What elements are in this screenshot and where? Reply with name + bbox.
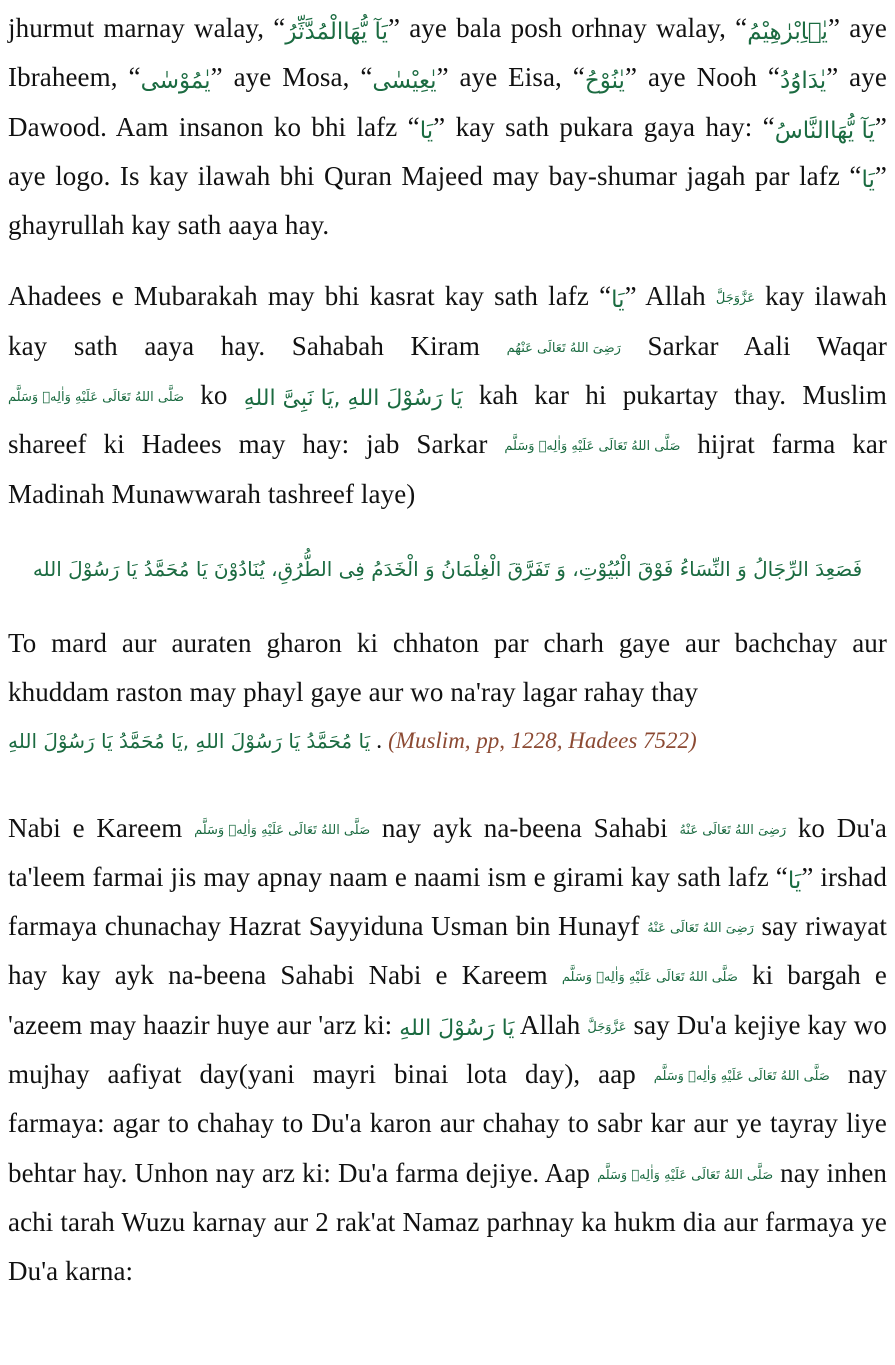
honorific-radiyallahu-anhum: رَضِىَ اللهُ تَعَالَى عَنْهُم — [506, 340, 621, 356]
paragraph-spacer — [8, 519, 887, 549]
p2-text-segment: Sarkar Aali — [647, 330, 791, 361]
honorific-sallallahu-alayhi-wasallam: صَلَّى اللهُ تَعَالَى عَلَيْهِ وَاٰلِهٖ وَسَلَّم — [561, 970, 738, 986]
paragraph-spacer — [8, 250, 887, 272]
p1-text-segment: aye Eisa, — [459, 62, 562, 93]
honorific-azzawajal: عَزَّوَجَلَّ — [715, 291, 755, 307]
p4-text-segment: nay — [780, 1157, 820, 1188]
quote-close-mark: ” — [801, 861, 814, 892]
p4-text-segment: ko — [797, 812, 826, 843]
p4-text-segment: inhen achi tarah Wuzu karnay aur 2 rak'at Namaz parhnay ka — [8, 1157, 888, 1237]
p4-text-segment: irshad farmaya chunachay Hazrat Sayyiduna Usman — [8, 861, 887, 942]
paragraph-2 — [8, 272, 887, 518]
hadith-arabic-text: فَصَعِدَ الرِّجَالُ وَ النِّسَاءُ فَوْقَ الْبُيُوْتِ، وَ تَفَرَّقَ الْغِلْمَانُ وَ الْخَدَمُ فِى الطُّرُقِ، يُنَادُوْنَ يَا مُحَمَّدُ يَا رَسُوْلَ الله — [32, 556, 863, 581]
quote-open-mark: “ — [128, 62, 141, 93]
paragraph-3-translation — [8, 619, 887, 718]
p2-text-segment: Allah — [645, 281, 706, 312]
honorific-radiyallahu-anhu: رَضِىَ اللهُ تَعَالَى عَنْهُ — [679, 822, 787, 838]
quote-close-mark: ” — [624, 281, 637, 312]
p1-text-segment: ghayrullah kay sath aaya hay. — [8, 210, 330, 241]
p2-text-segment: Muslim shareef ki Hadees may hay: jab Sarkar — [8, 380, 887, 460]
quote-open-mark: “ — [572, 62, 585, 93]
p4-text-segment: day(yani mayri binai lota day), aap — [199, 1059, 636, 1090]
p2-text-segment: ko — [200, 380, 228, 411]
paragraph-spacer — [8, 589, 887, 619]
p4-text-segment: to chahay to Du'a karon aur chahay to sabr kar aur ye tayray liye behtar — [8, 1108, 887, 1188]
quote-close-mark: ” — [827, 13, 841, 43]
p2-text-segment: Waqar — [816, 330, 887, 361]
p3-text-segment: aur khuddam raston may phayl gaye aur wo na'ray lagar rahay thay — [8, 627, 887, 708]
p1-text-segment: pukara gaya hay: — [559, 111, 753, 142]
p1-text-segment: Majeed may bay-shumar jagah par lafz — [401, 160, 840, 191]
p4-text-segment: hukm dia aur farmaya ye Du'a karna: — [8, 1206, 887, 1287]
p4-text-segment: sath lafz — [677, 861, 769, 892]
honorific-sallallahu-alayhi-wasallam: صَلَّى اللهُ تَعَالَى عَلَيْهِ وَاٰلِهٖ وَسَلَّم — [504, 439, 681, 455]
p4-text-segment: bin Hunayf — [515, 911, 640, 942]
p2-text-segment: farma kar Madinah Munawwarah tashreef laye) — [8, 429, 887, 509]
quote-close-mark: ” — [826, 62, 839, 93]
citation-separator: . — [376, 727, 383, 754]
arabic-word-ya: يَا — [611, 287, 625, 314]
arabic-quran-phrase-ibraheem: يٰۤاِبْرٰهِيْمُ — [747, 19, 828, 45]
arabic-quran-phrase-musa: يٰمُوْسٰى — [140, 68, 211, 95]
paragraph-spacer — [8, 764, 887, 804]
quote-open-mark: “ — [762, 111, 775, 142]
quote-open-mark: “ — [407, 111, 420, 142]
p4-text-segment: say riwayat hay kay ayk na-beena Sahabi Nabi e — [8, 911, 887, 991]
p4-text-segment: nay farmaya: agar — [8, 1059, 888, 1139]
p2-text-segment: kah kar hi pukartay thay. — [478, 380, 787, 411]
arabic-quran-phrase-isa: يٰعِيْسٰى — [372, 68, 437, 95]
p2-text-segment: hijrat — [697, 429, 755, 460]
honorific-radiyallahu-anhu: رَضِىَ اللهُ تَعَالَى عَنْهُ — [647, 921, 754, 937]
p4-text-segment: hay. Unhon nay arz ki: Du'a farma dejiye. Aap — [83, 1157, 591, 1188]
p4-text-segment: Kareem — [461, 960, 548, 991]
quote-close-mark: ” — [874, 160, 887, 191]
arabic-quran-phrase-muddassir: يَآ يُّهَاالْمُدَّثِّرُ — [285, 19, 388, 45]
p4-text-segment: Allah — [519, 1009, 581, 1040]
arabic-phrase-ya-rasoolallah: يَا رَسُوْلَ اللهِ — [399, 1015, 515, 1041]
arabic-quran-phrase-annas: يَآ يُّهَاالنَّاسُ — [774, 117, 875, 144]
honorific-azzawajal: عَزَّوَجَلَّ — [587, 1019, 627, 1035]
p2-text-segment: kay ilawah kay sath aaya hay. Sahabah Kiram — [8, 281, 887, 361]
p1-text-segment: aye Mosa, — [233, 62, 350, 93]
arabic-quran-phrase-dawud: يٰدَاوُدُ — [779, 68, 827, 95]
p4-text-segment: say Du'a kejiye kay wo mujhay aafiyat — [8, 1009, 887, 1090]
quote-close-mark: ” — [433, 111, 446, 142]
honorific-sallallahu-alayhi-wasallam: صَلَّى اللهُ تَعَالَى عَلَيْهِ وَاٰلِهٖ وَسَلَّم — [8, 390, 185, 406]
p1-text-segment: Nooh — [696, 62, 757, 93]
quote-open-mark: “ — [767, 62, 780, 93]
p3-text-segment: To mard aur auraten gharon ki chhaton par charh gaye aur bachchay — [8, 627, 838, 658]
p1-text-segment: aye logo. Is kay ilawah bhi Quran — [8, 160, 392, 191]
p4-text-segment: nay ayk na-beena Sahabi — [381, 812, 668, 843]
honorific-sallallahu-alayhi-wasallam: صَلَّى اللهُ تَعَالَى عَلَيْهِ وَاٰلِهٖ وَسَلَّم — [597, 1167, 774, 1183]
arabic-quran-phrase-nuh: يٰنُوْحُ — [584, 68, 625, 95]
p1-text-segment: aye — [647, 62, 686, 93]
quote-open-mark: “ — [599, 281, 612, 312]
arabic-word-ya: يَا — [419, 117, 434, 144]
quote-open-mark: “ — [849, 160, 862, 191]
p4-text-segment: ki: — [363, 1009, 393, 1040]
quote-open-mark: “ — [360, 62, 373, 93]
citation-row — [8, 718, 887, 764]
p1-text-segment: aye Dawood. Aam insanon ko bhi lafz — [8, 62, 887, 142]
paragraph-1 — [8, 4, 887, 250]
p4-text-segment: Du'a ta'leem farmai jis may apnay naam e naami ism e girami kay — [8, 812, 887, 892]
arabic-phrase-ya-rasoolallah-ya-nabiyyallah: يَا رَسُوْلَ اللهِ ,يَا نَبِىَّ اللهِ — [243, 386, 463, 412]
paragraph-4 — [8, 804, 887, 1297]
p2-text-segment: Ahadees e Mubarakah may bhi kasrat kay sath lafz — [8, 281, 589, 312]
p1-text-segment: jhurmut marnay walay, — [8, 13, 265, 43]
honorific-sallallahu-alayhi-wasallam: صَلَّى اللهُ تَعَالَى عَلَيْهِ وَاٰلِهٖ وَسَلَّم — [653, 1069, 830, 1085]
p4-text-segment: ki bargah e 'azeem may haazir huye aur 'arz — [8, 960, 888, 1040]
quote-close-mark: ” — [624, 62, 638, 93]
p1-text-segment: aye bala posh orhnay walay, — [409, 13, 727, 43]
quote-open-mark: “ — [735, 13, 748, 43]
honorific-sallallahu-alayhi-wasallam: صَلَّى اللهُ تَعَالَى عَلَيْهِ وَاٰلِهٖ وَسَلَّم — [194, 822, 371, 838]
quote-close-mark: ” — [210, 62, 223, 93]
p4-text-segment: Nabi e Kareem — [8, 812, 183, 843]
p1-text-segment: kay sath — [455, 111, 550, 142]
p1-text-segment: aye Ibraheem, — [8, 13, 887, 93]
quote-close-mark: ” — [436, 62, 449, 93]
quote-open-mark: “ — [273, 13, 286, 43]
quote-close-mark: ” — [387, 13, 401, 43]
arabic-nara-ya-muhammad-ya-rasoolallah: يَا مُحَمَّدُ يَا رَسُوْلَ اللهِ ,يَا مُحَمَّدُ يَا رَسُوْلَ اللهِ — [8, 728, 371, 753]
arabic-word-ya: يَا — [787, 867, 802, 894]
quote-close-mark: ” — [874, 111, 887, 142]
hadith-reference: (Muslim, pp, 1228, Hadees 7522) — [388, 727, 697, 753]
arabic-word-ya: يَا — [861, 166, 875, 193]
quote-open-mark: “ — [775, 861, 788, 892]
